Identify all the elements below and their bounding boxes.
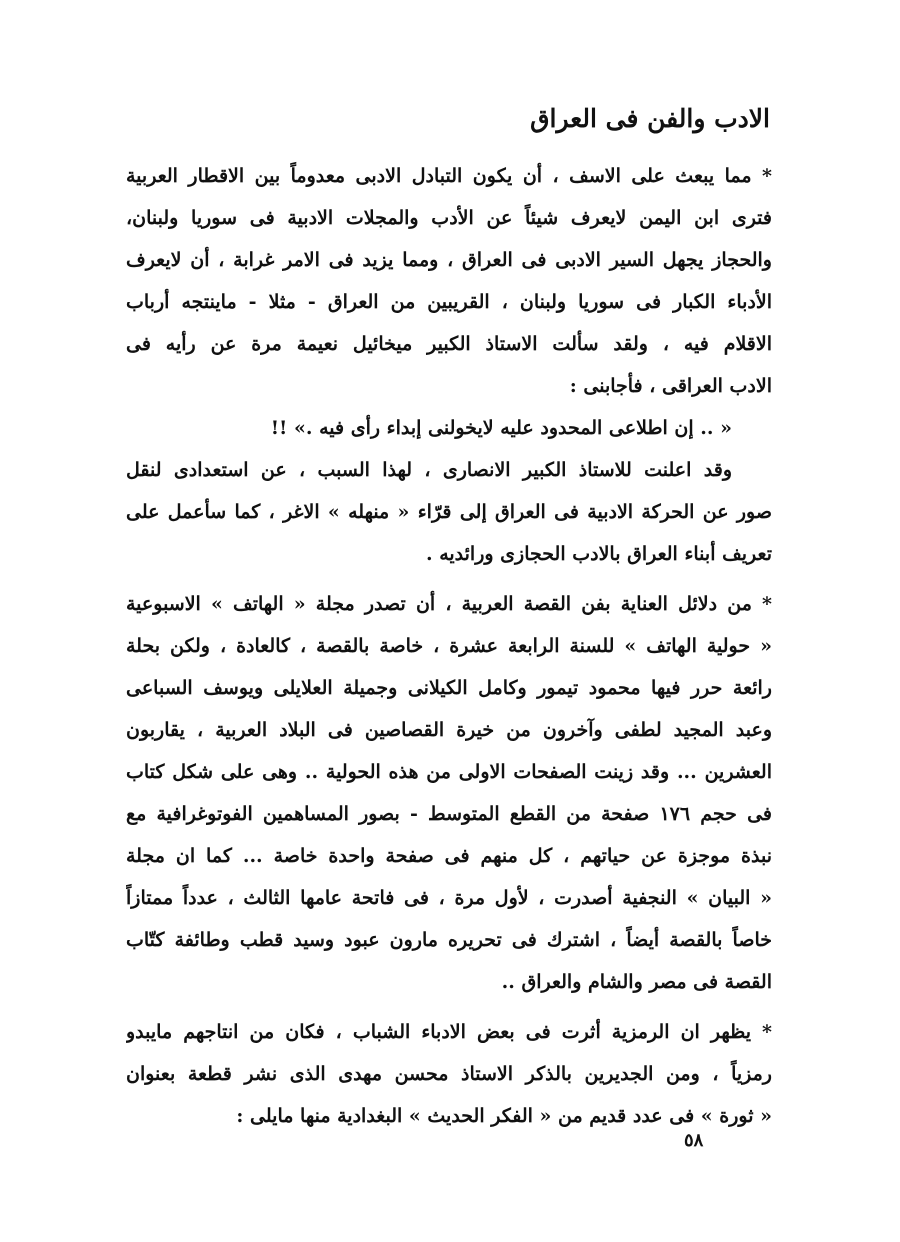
text-line: والحجاز يجهل السير الادبى فى العراق ، ومما يزيد فى الامر غرابة ، أن لايعرف — [126, 249, 772, 271]
text-line: صور عن الحركة الادبية فى العراق إلى قرّاء « منهله » الاغر ، كما سأعمل على — [126, 501, 772, 523]
text-line: فترى ابن اليمن لايعرف شيئاً عن الأدب والمجلات الادبية فى سوريا ولبنان، — [126, 207, 772, 229]
text-line: الاقلام فيه ، ولقد سألت الاستاذ الكبير ميخائيل نعيمة مرة عن رأيه فى — [126, 333, 772, 355]
text-line: الادب العراقى ، فأجابنى : — [569, 375, 772, 397]
text-line: * من دلائل العناية بفن القصة العربية ، أن تصدر مجلة « الهاتف » الاسبوعية — [126, 593, 772, 615]
text-line: القصة فى مصر والشام والعراق .. — [501, 971, 772, 993]
text-line: رمزياً ، ومن الجديرين بالذكر الاستاذ محسن مهدى الذى نشر قطعة بعنوان — [126, 1063, 772, 1085]
text-line: « ثورة » فى عدد قديم من « الفكر الحديث » البغدادية منها مايلى : — [236, 1105, 772, 1127]
text-line: رائعة حرر فيها محمود تيمور وكامل الكيلانى وجميلة العلايلى ويوسف السباعى — [126, 677, 772, 699]
text-line: فى حجم ١٧٦ صفحة من القطع المتوسط - بصور المساهمين الفوتوغرافية مع — [126, 803, 772, 825]
body-text — [126, 155, 772, 1137]
text-line: * مما يبعث على الاسف ، أن يكون التبادل الادبى معدوماً بين الاقطار العربية — [126, 165, 772, 187]
quote-line: « .. إن اطلاعى المحدود عليه لايخولنى إبداء رأى فيه .» !! — [270, 417, 732, 439]
text-line: « حولية الهاتف » للسنة الرابعة عشرة ، خاصة بالقصة ، كالعادة ، ولكن بحلة — [126, 635, 772, 657]
text-line: الأدباء الكبار فى سوريا ولبنان ، القريبين من العراق - مثلا - ماينتجه أرباب — [126, 291, 772, 313]
text-line: نبذة موجزة عن حياتهم ، كل منهم فى صفحة واحدة خاصة ... كما ان مجلة — [126, 845, 772, 867]
text-line: * يظهر ان الرمزية أثرت فى بعض الادباء الشباب ، فكان من انتاجهم مايبدو — [126, 1021, 772, 1043]
text-line: « البيان » النجفية أصدرت ، لأول مرة ، فى فاتحة عامها الثالث ، عدداً ممتازاً — [126, 887, 772, 909]
text-line: تعريف أبناء العراق بالادب الحجازى ورائديه . — [425, 543, 772, 565]
page-title: الادب والفن فى العراق — [530, 104, 770, 133]
page-number: ٥٨ — [684, 1130, 704, 1151]
text-line: العشرين ... وقد زينت الصفحات الاولى من هذه الحولية .. وهى على شكل كتاب — [126, 761, 772, 783]
text-line: وعبد المجيد لطفى وآخرون من خيرة القصاصين فى البلاد العربية ، يقاربون — [126, 719, 772, 741]
text-line: وقد اعلنت للاستاذ الكبير الانصارى ، لهذا السبب ، عن استعدادى لنقل — [126, 459, 732, 481]
text-line: خاصاً بالقصة أيضاً ، اشترك فى تحريره مارون عبود وسيد قطب وطائفة كتّاب — [126, 929, 772, 951]
